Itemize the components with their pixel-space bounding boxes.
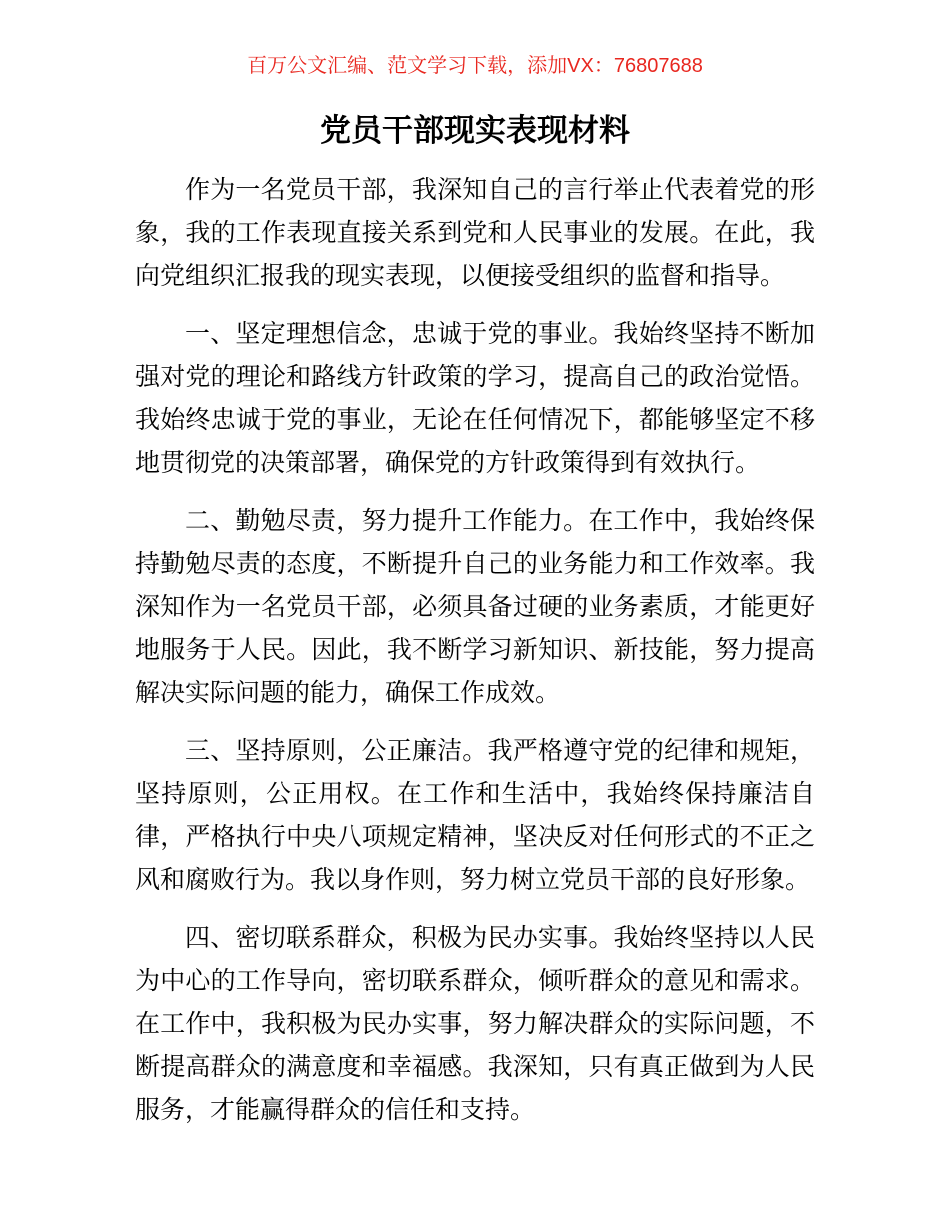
paragraph-section-4: 四、密切联系群众，积极为民办实事。我始终坚持以人民为中心的工作导向，密切联系群众，倾听群众的意见和需求。在工作中，我积极为民办实事，努力解决群众的实际问题，不断提高群众的满意度和幸福感。我深知，只有真正做到为人民服务，才能赢得群众的信任和支持。 (135, 924, 815, 1124)
paragraph-section-1: 一、坚定理想信念，忠诚于党的事业。我始终坚持不断加强对党的理论和路线方针政策的学习，提高自己的政治觉悟。我始终忠诚于党的事业，无论在任何情况下，都能够坚定不移地贯彻党的决策部署，确保党的方针政策得到有效执行。 (135, 320, 815, 477)
paragraph-intro: 作为一名党员干部，我深知自己的言行举止代表着党的形象，我的工作表现直接关系到党和人民事业的发展。在此，我向党组织汇报我的现实表现，以便接受组织的监督和指导。 (135, 176, 815, 290)
paragraph-section-2: 二、勤勉尽责，努力提升工作能力。在工作中，我始终保持勤勉尽责的态度，不断提升自己的业务能力和工作效率。我深知作为一名党员干部，必须具备过硬的业务素质，才能更好地服务于人民。因此，我不断学习新知识、新技能，努力提高解决实际问题的能力，确保工作成效。 (135, 507, 815, 707)
paragraph-section-3: 三、坚持原则，公正廉洁。我严格遵守党的纪律和规矩，坚持原则，公正用权。在工作和生活中，我始终保持廉洁自律，严格执行中央八项规定精神，坚决反对任何形式的不正之风和腐败行为。我以身作则，努力树立党员干部的良好形象。 (135, 737, 815, 894)
promo-banner: 百万公文汇编、范文学习下载，添加VX：76807688 (247, 55, 703, 77)
document-title: 党员干部现实表现材料 (320, 113, 630, 148)
